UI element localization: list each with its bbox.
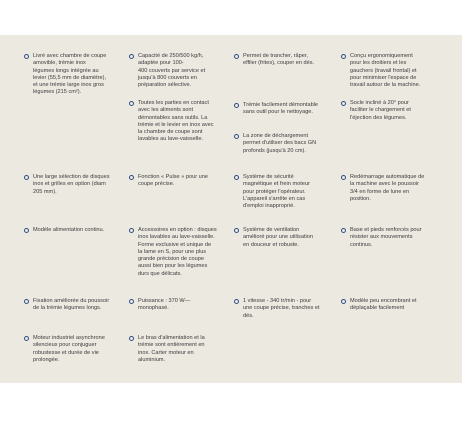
- bullet-icon: [129, 228, 134, 233]
- bullet-icon: [129, 175, 134, 180]
- bullet-icon: [24, 175, 29, 180]
- feature-item: [138, 298, 190, 313]
- feature-sheet: [0, 35, 462, 383]
- feature-item: [138, 227, 217, 278]
- feature-item: [350, 174, 424, 203]
- feature-text: Capacité de 250/500 kg/h, adaptée pour 100- 400 couverts par service et jusqu'à 800 couverts en préparation sélective.: [138, 53, 206, 89]
- bullet-icon: [129, 336, 134, 341]
- feature-item: [33, 227, 104, 234]
- feature-text: Système de ventilation amélioré pour une utilisation en douceur et robuste.: [243, 227, 313, 248]
- feature-text: Moteur industriel asynchrone silencieux pour conjuguer robustesse et durée de vie prolongée.: [33, 335, 105, 363]
- bullet-icon: [24, 228, 29, 233]
- feature-text: Base et pieds renforcés pour résister aux mouvements continus.: [350, 227, 422, 248]
- feature-text: 1 vitesse - 340 tr/min - pour une coupe précise, tranches et dés.: [243, 298, 320, 319]
- feature-item: [33, 298, 109, 313]
- feature-item: [243, 174, 310, 210]
- bullet-icon: [24, 336, 29, 341]
- feature-text: Toutes les parties en contact avec les aliments sont démontables sans outils. La trémie et le levier en inox avec la chambre de coupe sont lavables au lave-vaisselle.: [138, 100, 214, 143]
- bullet-icon: [341, 228, 346, 233]
- feature-text: La zone de déchargement permet d'utiliser des bacs GN profonds (jusqu'à 20 cm).: [243, 133, 317, 154]
- feature-text: Modèle peu encombrant et déplaçable facilement: [350, 298, 417, 312]
- feature-item: [138, 174, 208, 189]
- bullet-icon: [234, 228, 239, 233]
- feature-text: Accessoires en option : disques inox lavables au lave-vaisselle. Forme exclusive et unique de la lame en S, pour une plus grande précision de coupe aussi bien pour les légumes durs que délicats.: [138, 227, 217, 277]
- bullet-icon: [341, 101, 346, 106]
- feature-item: [350, 100, 411, 122]
- bullet-icon: [129, 54, 134, 59]
- feature-item: [33, 174, 110, 196]
- feature-item: [243, 53, 314, 68]
- feature-text: Livré avec chambre de coupe amovible, trémie inox légumes longs intégrée au levier (55,5 mm de diamètre), et une trémie large inox gros légumes (215 cm²).: [33, 53, 107, 96]
- feature-item: [350, 227, 422, 249]
- bullet-icon: [234, 299, 239, 304]
- feature-item: [243, 227, 313, 249]
- feature-text: Permet de trancher, râper, effiler (frites), couper en dés.: [243, 53, 315, 67]
- bullet-icon: [234, 134, 239, 139]
- feature-text: Socle incliné à 20° pour faciliter le chargement et l'éjection des légumes.: [350, 100, 411, 121]
- bullet-icon: [341, 175, 346, 180]
- feature-text: Une large sélection de disques inox et grilles en option (diam 205 mm).: [33, 174, 110, 195]
- bullet-icon: [341, 54, 346, 59]
- feature-text: Trémie facilement démontable sans outil pour le nettoyage.: [243, 102, 319, 116]
- feature-item: [243, 133, 316, 155]
- feature-text: Fonction « Pulse » pour une coupe précise.: [138, 174, 208, 188]
- bullet-icon: [234, 175, 239, 180]
- feature-text: Fixation améliorée du poussoir de la trémie légumes longs.: [33, 298, 110, 312]
- feature-text: Le bras d'alimentation et la trémie sont entièrement en inox. Carter moteur en aluminium.: [138, 335, 205, 363]
- bullet-icon: [234, 54, 239, 59]
- bullet-icon: [24, 299, 29, 304]
- feature-item: [33, 53, 106, 97]
- bullet-icon: [24, 54, 29, 59]
- bullet-icon: [234, 103, 239, 108]
- bullet-icon: [129, 101, 134, 106]
- bullet-icon: [129, 299, 134, 304]
- feature-item: [138, 335, 205, 364]
- bullet-icon: [341, 299, 346, 304]
- feature-text: Redémarrage automatique de la machine avec le poussoir 3/4 en forme de lune en position.: [350, 174, 425, 202]
- feature-text: Puissance : 370 W— monophasé.: [138, 298, 191, 312]
- feature-item: [243, 298, 320, 320]
- feature-text: Système de sécurité magnétique et frein moteur pour protéger l'opérateur. L'appareil s'arrête en cas d'emploi inapproprié.: [243, 174, 310, 210]
- feature-item: [33, 335, 105, 364]
- feature-text: Conçu ergonomiquement pour les droitiers et les gauchers (travail frontal) et pour minimiser l'espace de travail autour de la machine.: [350, 53, 421, 89]
- feature-text: Modèle alimentation continu.: [33, 227, 105, 233]
- feature-item: [350, 53, 420, 89]
- feature-item: [138, 100, 214, 144]
- feature-item: [243, 102, 318, 117]
- feature-item: [138, 53, 205, 89]
- feature-item: [350, 298, 417, 313]
